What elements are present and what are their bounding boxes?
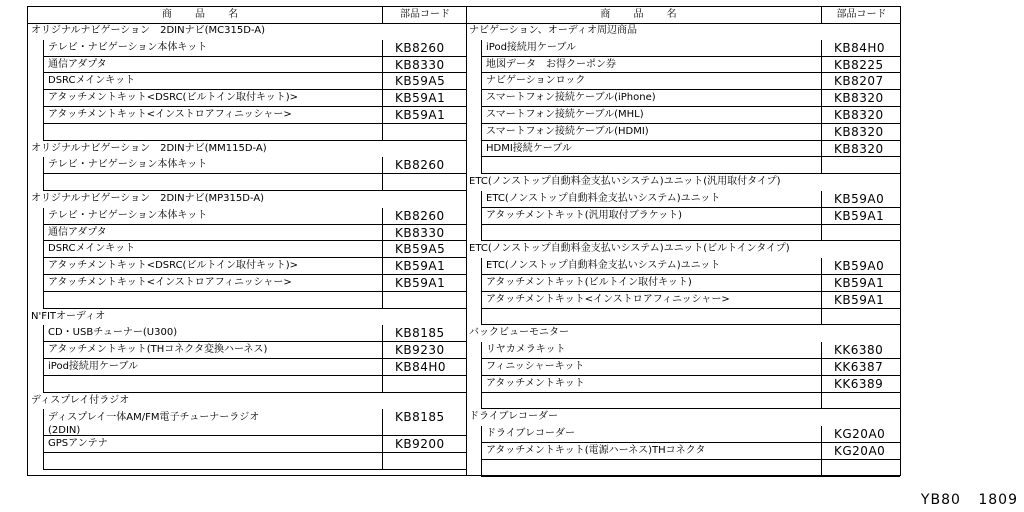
part-code-cell [382, 292, 466, 309]
doc-id: YB80 [920, 492, 961, 508]
part-code: KB59A0 [834, 192, 885, 206]
product-name-cell [481, 460, 821, 477]
section-heading [466, 409, 900, 426]
section-heading [28, 141, 466, 158]
part-code: KB59A0 [834, 259, 885, 274]
footer [921, 492, 1018, 508]
table-row [28, 73, 466, 90]
product-name-cell [43, 73, 382, 90]
product-name: アタッチメントキット(汎用取付ブラケット) [486, 209, 683, 221]
product-name-cell [43, 241, 382, 258]
product-name-cell [43, 225, 382, 242]
table-row [466, 393, 900, 410]
section-heading [28, 191, 466, 208]
product-name-cell [43, 57, 382, 74]
section-title: N'FITオーディオ [31, 310, 106, 322]
product-name-cell [43, 40, 382, 57]
part-code-cell [382, 174, 466, 191]
part-code-cell [382, 57, 466, 74]
table-row [28, 57, 466, 74]
left-column [28, 7, 467, 475]
header-part-code: 部品コード [821, 7, 901, 23]
section-title: ドライブレコーダー [469, 411, 558, 423]
part-code-cell [382, 208, 466, 225]
product-name-cell [43, 453, 382, 470]
part-code-cell [821, 309, 900, 326]
part-code-cell [821, 57, 900, 74]
product-name-cell [43, 107, 382, 124]
table-row [466, 426, 900, 443]
table-row [466, 40, 900, 57]
part-code-cell [821, 157, 900, 174]
product-name: スマートフォン接続ケーブル(HDMI) [486, 125, 649, 137]
product-name-cell [43, 275, 382, 292]
product-name-cell [481, 393, 821, 410]
product-name: アタッチメントキット<インストロアフィニッシャー> [486, 293, 730, 305]
product-name-cell [481, 275, 821, 292]
table-row [466, 73, 900, 90]
part-code: KK6389 [834, 376, 884, 391]
table-row [28, 90, 466, 107]
section-title: ETC(ノンストップ自動料金支払いシステム)ユニット(ビルトインタイプ) [469, 243, 790, 255]
table-row [466, 191, 900, 208]
part-code: KG20A0 [834, 427, 886, 442]
table-row [466, 292, 900, 309]
product-name-cell [481, 208, 821, 225]
part-code-cell [821, 73, 900, 90]
part-code-cell [821, 141, 900, 158]
section-heading [28, 393, 466, 410]
part-code: KB84H0 [834, 40, 886, 55]
product-name-cell [481, 292, 821, 309]
table-row [28, 453, 466, 470]
product-name-cell [481, 157, 821, 174]
part-code-cell [382, 241, 466, 258]
table-row [28, 124, 466, 141]
part-code-cell [382, 225, 466, 242]
table-row [466, 258, 900, 275]
product-name-cell [481, 376, 821, 393]
product-name-cell [43, 292, 382, 309]
product-name-cell [481, 124, 821, 141]
part-code: KB8260 [395, 40, 445, 55]
table-row [466, 359, 900, 376]
right-column [466, 7, 900, 475]
table-row [28, 174, 466, 191]
table-row [28, 292, 466, 309]
part-code: KK6387 [834, 360, 884, 374]
table-row [28, 359, 466, 376]
product-name: リヤカメラキット [486, 344, 566, 356]
part-code: KB8320 [834, 141, 884, 156]
product-name: テレビ・ナビゲーション本体キット [48, 41, 208, 53]
section-heading [466, 325, 900, 342]
product-name: アタッチメントキット [486, 377, 585, 389]
product-name-cell [481, 309, 821, 326]
table-row [466, 460, 900, 477]
section-heading [28, 309, 466, 326]
table-row [466, 124, 900, 141]
part-code-cell [382, 436, 466, 453]
product-name-cell [481, 57, 821, 74]
product-name: GPSアンテナ [48, 438, 108, 450]
part-code-cell [821, 443, 900, 460]
table-row [28, 225, 466, 242]
product-name-cell [481, 258, 821, 275]
product-name: テレビ・ナビゲーション本体キット [48, 209, 208, 221]
product-name: 通信アダプタ [48, 226, 107, 238]
header-part-code: 部品コード [382, 7, 467, 23]
table-row [28, 208, 466, 225]
product-name-cell [43, 208, 382, 225]
part-code-cell [821, 359, 900, 376]
part-code-cell [382, 124, 466, 141]
product-name-cell [43, 325, 382, 342]
section-title: オリジナルナビゲーション 2DINナビ(MM115D-A) [31, 142, 267, 154]
product-name-cell [481, 225, 821, 242]
product-name-cell [43, 124, 382, 141]
part-code: KG20A0 [834, 444, 886, 458]
product-name: アタッチメントキット(ビルトイン取付キット) [486, 277, 692, 288]
product-name: ETC(ノンストップ自動料金支払いシステム)ユニット [486, 260, 721, 272]
part-code: KB8260 [395, 208, 445, 223]
part-code-cell [382, 90, 466, 107]
part-code: KB8225 [834, 57, 884, 72]
product-name-cell [481, 40, 821, 57]
product-name-cell [43, 409, 382, 436]
table-row [28, 342, 466, 359]
part-code-cell [821, 107, 900, 124]
part-code-cell [382, 453, 466, 470]
part-code: KB8260 [395, 158, 445, 173]
table-row [466, 57, 900, 74]
product-name: アタッチメントキット<インストロアフィニッシャー> [48, 109, 292, 120]
part-code-cell [821, 426, 900, 443]
product-name: アタッチメントキット(THコネクタ変換ハーネス) [48, 344, 268, 356]
part-code-cell [821, 376, 900, 393]
table-row [466, 107, 900, 124]
part-code: KB8320 [834, 124, 884, 139]
part-code: KB59A1 [395, 108, 446, 122]
product-name-cell [481, 90, 821, 107]
table-header [466, 7, 900, 24]
section-title: オリジナルナビゲーション 2DINナビ(MP315D-A) [31, 193, 265, 204]
part-code-cell [821, 393, 900, 410]
product-name: iPod接続用ケーブル [48, 361, 139, 372]
product-name: アタッチメントキット(電源ハーネス)THコネクタ [486, 445, 706, 456]
product-name-cell [481, 73, 821, 90]
table-row [28, 258, 466, 275]
table-row [28, 40, 466, 57]
part-code-cell [821, 40, 900, 57]
part-code-cell [821, 191, 900, 208]
part-code-cell [382, 40, 466, 57]
product-name: ETC(ノンストップ自動料金支払いシステム)ユニット [486, 193, 721, 204]
section-heading [466, 241, 900, 258]
product-name-cell [43, 376, 382, 393]
part-code-cell [382, 376, 466, 393]
table-row [466, 157, 900, 174]
product-name-cell [481, 191, 821, 208]
part-code: KB59A1 [834, 276, 885, 290]
product-name: ナビゲーションロック [486, 75, 586, 87]
header-product-name: 商 品 名 [161, 9, 249, 20]
part-code: KB59A5 [395, 242, 446, 257]
section-title: バックビューモニター [469, 327, 569, 339]
product-name: フィニッシャーキット [486, 361, 585, 372]
product-name-cell [481, 359, 821, 376]
header-product-name: 商 品 名 [600, 9, 687, 20]
section-heading [466, 23, 900, 40]
product-name: テレビ・ナビゲーション本体キット [48, 159, 208, 171]
part-code-cell [382, 157, 466, 174]
table-header [28, 7, 466, 24]
part-code: KB8330 [395, 57, 445, 72]
product-name-cell [43, 90, 382, 107]
table-row [28, 157, 466, 174]
part-code-cell [821, 208, 900, 225]
product-name-cell [481, 426, 821, 443]
part-code-cell [382, 107, 466, 124]
part-code: KB59A1 [395, 91, 446, 106]
part-code: KB8320 [834, 91, 884, 106]
product-name-cell [43, 157, 382, 174]
part-code-cell [821, 275, 900, 292]
table-row [28, 241, 466, 258]
parts-table [27, 6, 901, 476]
table-row [466, 443, 900, 460]
part-code: KB8185 [395, 326, 445, 341]
part-code-cell [821, 258, 900, 275]
part-code-cell [821, 90, 900, 107]
product-name: 地図データ お得クーポン券 [486, 58, 616, 70]
part-code-cell [382, 275, 466, 292]
product-name-cell [481, 443, 821, 460]
product-name-cell [481, 141, 821, 158]
part-code-cell [382, 73, 466, 90]
part-code: KB84H0 [395, 360, 447, 374]
table-row [28, 325, 466, 342]
product-name: HDMI接続ケーブル [486, 142, 572, 154]
table-row [466, 208, 900, 225]
part-code: KB8207 [834, 74, 884, 89]
product-name: アタッチメントキット<DSRC(ビルトイン取付キット)> [48, 260, 299, 272]
product-name-cell [481, 107, 821, 124]
part-code: KB9200 [395, 437, 445, 452]
table-row [466, 90, 900, 107]
product-name-cell [481, 342, 821, 359]
part-code: KB59A1 [834, 292, 885, 307]
part-code: KB9230 [395, 343, 445, 358]
product-name: アタッチメントキット<インストロアフィニッシャー> [48, 277, 292, 288]
product-name-cell [43, 258, 382, 275]
product-name-cell [43, 436, 382, 453]
part-code-cell [821, 124, 900, 141]
product-name: CD・USBチューナー(U300) [48, 327, 178, 339]
part-code: KB8320 [834, 108, 884, 122]
part-code-cell [821, 292, 900, 309]
table-row [466, 275, 900, 292]
table-row [466, 141, 900, 158]
product-name: アタッチメントキット<DSRC(ビルトイン取付キット)> [48, 92, 299, 104]
product-name-cell [43, 359, 382, 376]
part-code-cell [382, 359, 466, 376]
part-code: KK6380 [834, 343, 884, 358]
section-heading [466, 174, 900, 191]
product-name: ドライブレコーダー [486, 428, 575, 440]
section-title: ディスプレイ付ラジオ [31, 394, 130, 406]
part-code-cell [821, 342, 900, 359]
part-code-cell [821, 225, 900, 242]
section-title: ナビゲーション、オーディオ周辺商品 [469, 25, 637, 36]
section-heading [28, 23, 466, 40]
date-code: 1809 [978, 492, 1018, 508]
part-code-cell [382, 342, 466, 359]
table-row [466, 376, 900, 393]
part-code-cell [382, 325, 466, 342]
product-name: スマートフォン接続ケーブル(iPhone) [486, 92, 656, 104]
part-code: KB59A1 [395, 276, 446, 290]
section-title: オリジナルナビゲーション 2DINナビ(MC315D-A) [31, 25, 266, 36]
product-name: ディスプレイ一体AM/FM電子チューナーラジオ [48, 412, 260, 424]
table-row [28, 436, 466, 453]
part-code-cell [382, 258, 466, 275]
product-name-cell [43, 342, 382, 359]
product-name: DSRCメインキット [48, 75, 136, 87]
section-title: ETC(ノンストップ自動料金支払いシステム)ユニット(汎用取付タイプ) [469, 176, 781, 188]
table-row [466, 309, 900, 326]
part-code: KB59A1 [834, 208, 885, 223]
product-name: DSRCメインキット [48, 243, 136, 255]
table-row [466, 342, 900, 359]
product-name-line2: (2DIN) [48, 425, 81, 437]
product-name: 通信アダプタ [48, 58, 107, 70]
table-row [466, 225, 900, 242]
table-row [28, 107, 466, 124]
table-row [28, 376, 466, 393]
product-name: スマートフォン接続ケーブル(MHL) [486, 109, 644, 120]
part-code-cell [382, 409, 466, 436]
table-row [28, 409, 466, 436]
product-name-cell [43, 174, 382, 191]
part-code: KB59A5 [395, 74, 446, 89]
product-name: iPod接続用ケーブル [486, 41, 577, 53]
part-code: KB8330 [395, 225, 445, 240]
part-code-cell [821, 460, 900, 477]
part-code: KB8185 [395, 410, 445, 425]
part-code: KB59A1 [395, 259, 446, 274]
table-row [28, 275, 466, 292]
